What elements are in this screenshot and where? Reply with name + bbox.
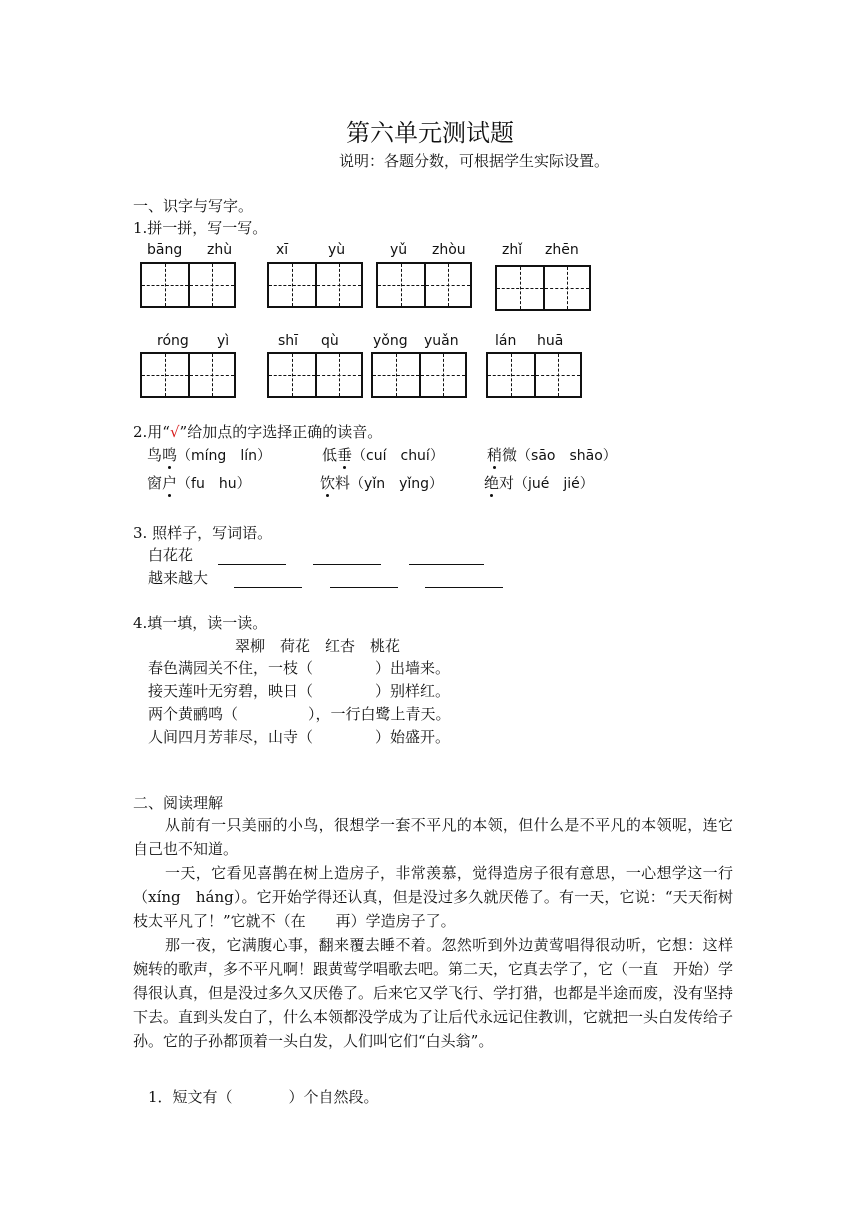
- pinyin: bāng: [147, 242, 183, 258]
- page-title: 第六单元测试题: [346, 119, 514, 147]
- reading-choice: 饮料（yǐn yǐng）: [320, 474, 444, 492]
- answer-blank[interactable]: [218, 550, 286, 565]
- q1-label: 1.拼一拼，写一写。: [133, 219, 268, 237]
- section1-heading: 一、识字与写字。: [133, 197, 254, 215]
- pinyin: huā: [537, 333, 564, 349]
- page-subtitle: 说明：各题分数，可根据学生实际设置。: [338, 152, 609, 170]
- poem-line: 春色满园关不住，一枝（ ）出墙来。: [148, 659, 451, 677]
- section2-heading: 二、阅读理解: [133, 794, 224, 812]
- pinyin: róng: [157, 333, 189, 349]
- reading-choice: 绝对（jué jié）: [484, 474, 594, 492]
- pinyin: yì: [217, 333, 230, 349]
- word-bank: 翠柳 荷花 红杏 桃花: [235, 637, 401, 655]
- pinyin: lán: [495, 333, 517, 349]
- section2-q1: 1．短文有（ ）个自然段。: [148, 1088, 379, 1106]
- poem-line: 接天莲叶无穷碧，映日（ ）别样红。: [148, 682, 451, 700]
- answer-blank[interactable]: [409, 550, 484, 565]
- q3-example-1: 白花花: [148, 546, 194, 564]
- answer-blank[interactable]: [425, 573, 503, 588]
- writing-grid[interactable]: [140, 262, 236, 308]
- reading-paragraph-1: 从前有一只美丽的小鸟，很想学一套不平凡的本领，但什么是不平凡的本领呢，连它自己也不知道。: [133, 816, 733, 858]
- reading-choice: 窗户（fu hu）: [147, 474, 251, 492]
- reading-choice: 鸟鸣（míng lín）: [147, 446, 271, 464]
- q3-example-2: 越来越大: [148, 569, 209, 587]
- q4-label: 4.填一填，读一读。: [133, 614, 268, 632]
- writing-grid[interactable]: [267, 352, 363, 398]
- writing-grid[interactable]: [376, 262, 472, 308]
- writing-grid[interactable]: [371, 352, 467, 398]
- answer-blank[interactable]: [330, 573, 398, 588]
- poem-line: 两个黄鹂鸣（ ），一行白鹭上青天。: [148, 705, 451, 723]
- q2-label: 2.用“√”给加点的字选择正确的读音。: [133, 423, 383, 441]
- check-mark-icon: √: [169, 423, 180, 441]
- reading-choice: 低垂（cuí chuí）: [322, 446, 444, 464]
- answer-blank[interactable]: [234, 573, 302, 588]
- pinyin: zhǐ: [502, 242, 523, 258]
- pinyin: zhòu: [432, 242, 466, 258]
- pinyin: shī: [278, 333, 299, 349]
- reading-choice: 稍微（sāo shāo）: [487, 446, 617, 464]
- reading-paragraph-2: 一天，它看见喜鹊在树上造房子，非常羡慕，觉得造房子很有意思，一心想学这一行（xíng háng）。它开始学得还认真，但是没过多久就厌倦了。有一天，它说：“天天衔树枝太平凡了！”它就不（在 再）学造房子了。: [133, 864, 733, 930]
- pinyin: qù: [321, 333, 339, 349]
- poem-line: 人间四月芳菲尽，山寺（ ）始盛开。: [148, 728, 451, 746]
- pinyin: yǒng: [373, 333, 408, 349]
- answer-blank[interactable]: [313, 550, 381, 565]
- pinyin: yuǎn: [424, 333, 459, 349]
- writing-grid[interactable]: [140, 352, 236, 398]
- q3-label: 3. 照样子，写词语。: [133, 524, 273, 542]
- pinyin: zhù: [207, 242, 233, 258]
- pinyin: zhēn: [545, 242, 579, 258]
- pinyin: yǔ: [390, 242, 408, 258]
- pinyin: xī: [276, 242, 289, 258]
- writing-grid[interactable]: [495, 265, 591, 311]
- writing-grid[interactable]: [486, 352, 582, 398]
- writing-grid[interactable]: [267, 262, 363, 308]
- pinyin: yù: [328, 242, 346, 258]
- reading-paragraph-3: 那一夜，它满腹心事，翻来覆去睡不着。忽然听到外边黄莺唱得很动听，它想：这样婉转的歌声，多不平凡啊！跟黄莺学唱歌去吧。第二天，它真去学了，它（一直 开始）学得很认真，但是没过多久又厌倦了。后来它又学飞行、学打猎，也都是半途而废，没有坚持下去。直到头发白了，什么本领都没学成为了让后代永远记住教训，它就把一头白发传给子孙。它的子孙都顶着一头白发，人们叫它们“白头翁”。: [133, 936, 734, 1050]
